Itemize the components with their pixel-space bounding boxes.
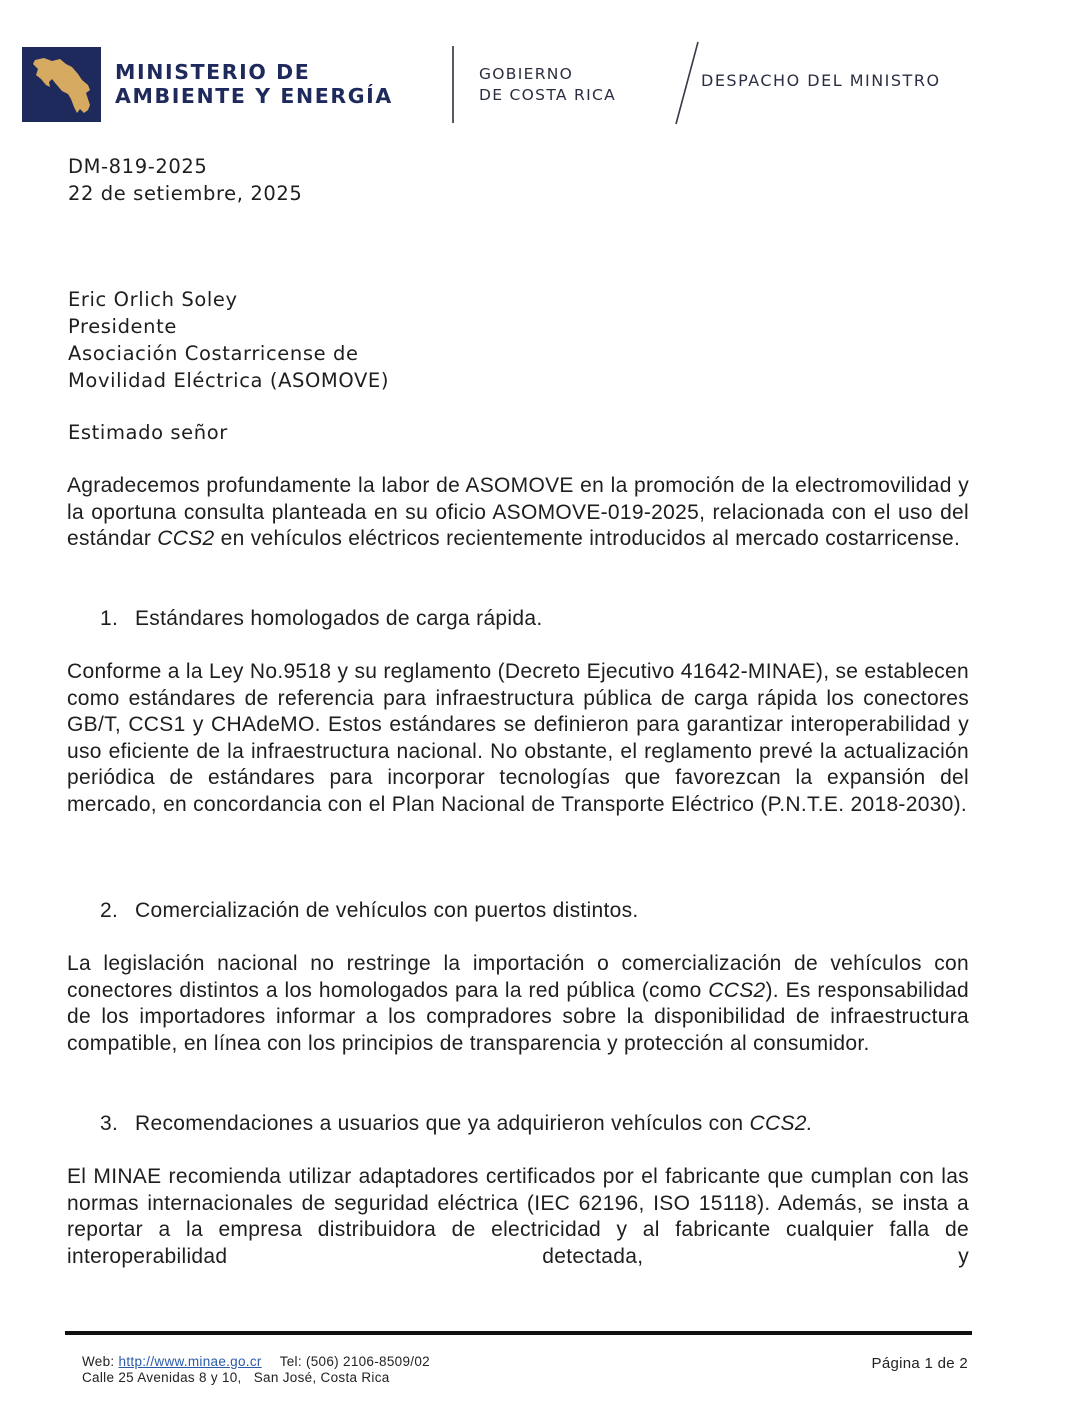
section-number: 2. xyxy=(100,899,119,922)
office-name: DESPACHO DEL MINISTRO xyxy=(701,71,941,90)
letter-date: 22 de setiembre, 2025 xyxy=(68,182,303,205)
recipient-name: Eric Orlich Soley xyxy=(68,288,238,311)
ministry-logo xyxy=(22,47,101,122)
section-heading-3 xyxy=(100,1111,813,1137)
letter-reference-block xyxy=(68,153,302,207)
ministry-name-line1: MINISTERIO DE xyxy=(115,60,311,84)
page-indicator: Página 1 de 2 xyxy=(871,1355,968,1372)
footer-contact xyxy=(82,1354,430,1386)
recipient-organization-line2: Movilidad Eléctrica (ASOMOVE) xyxy=(68,369,390,392)
recipient-block xyxy=(68,286,389,394)
section-2-paragraph xyxy=(67,951,969,1057)
section-heading-text: Recomendaciones a usuarios que ya adquirieron vehículos con xyxy=(135,1112,750,1135)
standard-emphasis: CCS2 xyxy=(708,978,766,1002)
recipient-title: Presidente xyxy=(68,315,177,338)
section-2-text-part1: La legislación nacional no restringe la importación o comercialización de vehículos con conectores distintos a los homologados para la red pública (como xyxy=(67,952,969,1002)
intro-paragraph xyxy=(67,473,969,553)
section-heading-2 xyxy=(100,898,639,924)
address: Calle 25 Avenidas 8 y 10, San José, Costa Rica xyxy=(82,1370,390,1385)
intro-text-part2: en vehículos eléctricos recientemente introducidos al mercado costarricense. xyxy=(214,527,961,550)
ministry-name-line2: AMBIENTE Y ENERGÍA xyxy=(115,84,393,108)
government-name-line1: GOBIERNO xyxy=(479,65,574,83)
website-link[interactable]: http://www.minae.go.cr xyxy=(118,1354,262,1369)
section-number: 3. xyxy=(100,1112,119,1135)
reference-number: DM-819-2025 xyxy=(68,155,208,178)
standard-emphasis: CCS2. xyxy=(749,1112,813,1135)
section-heading-1 xyxy=(100,606,542,632)
government-name-line2: DE COSTA RICA xyxy=(479,86,616,104)
government-name xyxy=(479,64,616,106)
footer-line1 xyxy=(82,1354,430,1370)
salutation: Estimado señor xyxy=(68,421,228,444)
section-heading-text: Estándares homologados de carga rápida. xyxy=(135,607,543,630)
section-2-text-part2: ). Es responsabilidad de los importadores informar a los compradores sobre la disponibilidad de infraestructura compatible, en línea con los principios de transparencia y protección al consumidor. xyxy=(67,978,970,1055)
footer-rule xyxy=(65,1331,972,1335)
recipient-organization-line1: Asociación Costarricense de xyxy=(68,342,359,365)
costa-rica-map-icon xyxy=(22,47,101,122)
web-label: Web: xyxy=(82,1354,115,1369)
section-1-paragraph: Conforme a la Ley No.9518 y su reglamento (Decreto Ejecutivo 41642-MINAE), se establecen como estándares de referencia para infraestructura pública de carga rápida los conectores GB/T, CCS1 y CHAdeMO. Estos estándares se definieron para garantizar interoperabilidad y uso eficiente de la infraestructura nacional. No obstante, el reglamento prevé la actualización periódica de estándares para incorporar tecnologías que favorezcan la expansión del mercado, en concordancia con el Plan Nacional de Transporte Eléctrico (P.N.T.E. 2018-2030). xyxy=(67,660,969,816)
section-heading-text: Comercialización de vehículos con puertos distintos. xyxy=(135,899,639,922)
phone-number: Tel: (506) 2106-8509/02 xyxy=(279,1354,430,1369)
slash-divider xyxy=(673,40,703,128)
intro-text-part1: Agradecemos profundamente la labor de ASOMOVE en la promoción de la electromovilidad y la oportuna consulta planteada en su oficio ASOMOVE-019-2025, relacionada con el uso del estándar xyxy=(67,474,969,550)
standard-emphasis: CCS2 xyxy=(157,527,215,550)
ministry-name xyxy=(115,60,393,108)
header-divider xyxy=(452,46,454,123)
section-3-paragraph: El MINAE recomienda utilizar adaptadores certificados por el fabricante que cumplan con las normas internacionales de seguridad eléctrica (IEC 62196, ISO 15118). Además, se insta a reportar a la empresa distribuidora de electricidad y al fabricante cualquier falla de interoperabilidad detectada, y xyxy=(67,1165,969,1268)
section-number: 1. xyxy=(100,607,119,630)
letterhead xyxy=(0,0,1080,140)
